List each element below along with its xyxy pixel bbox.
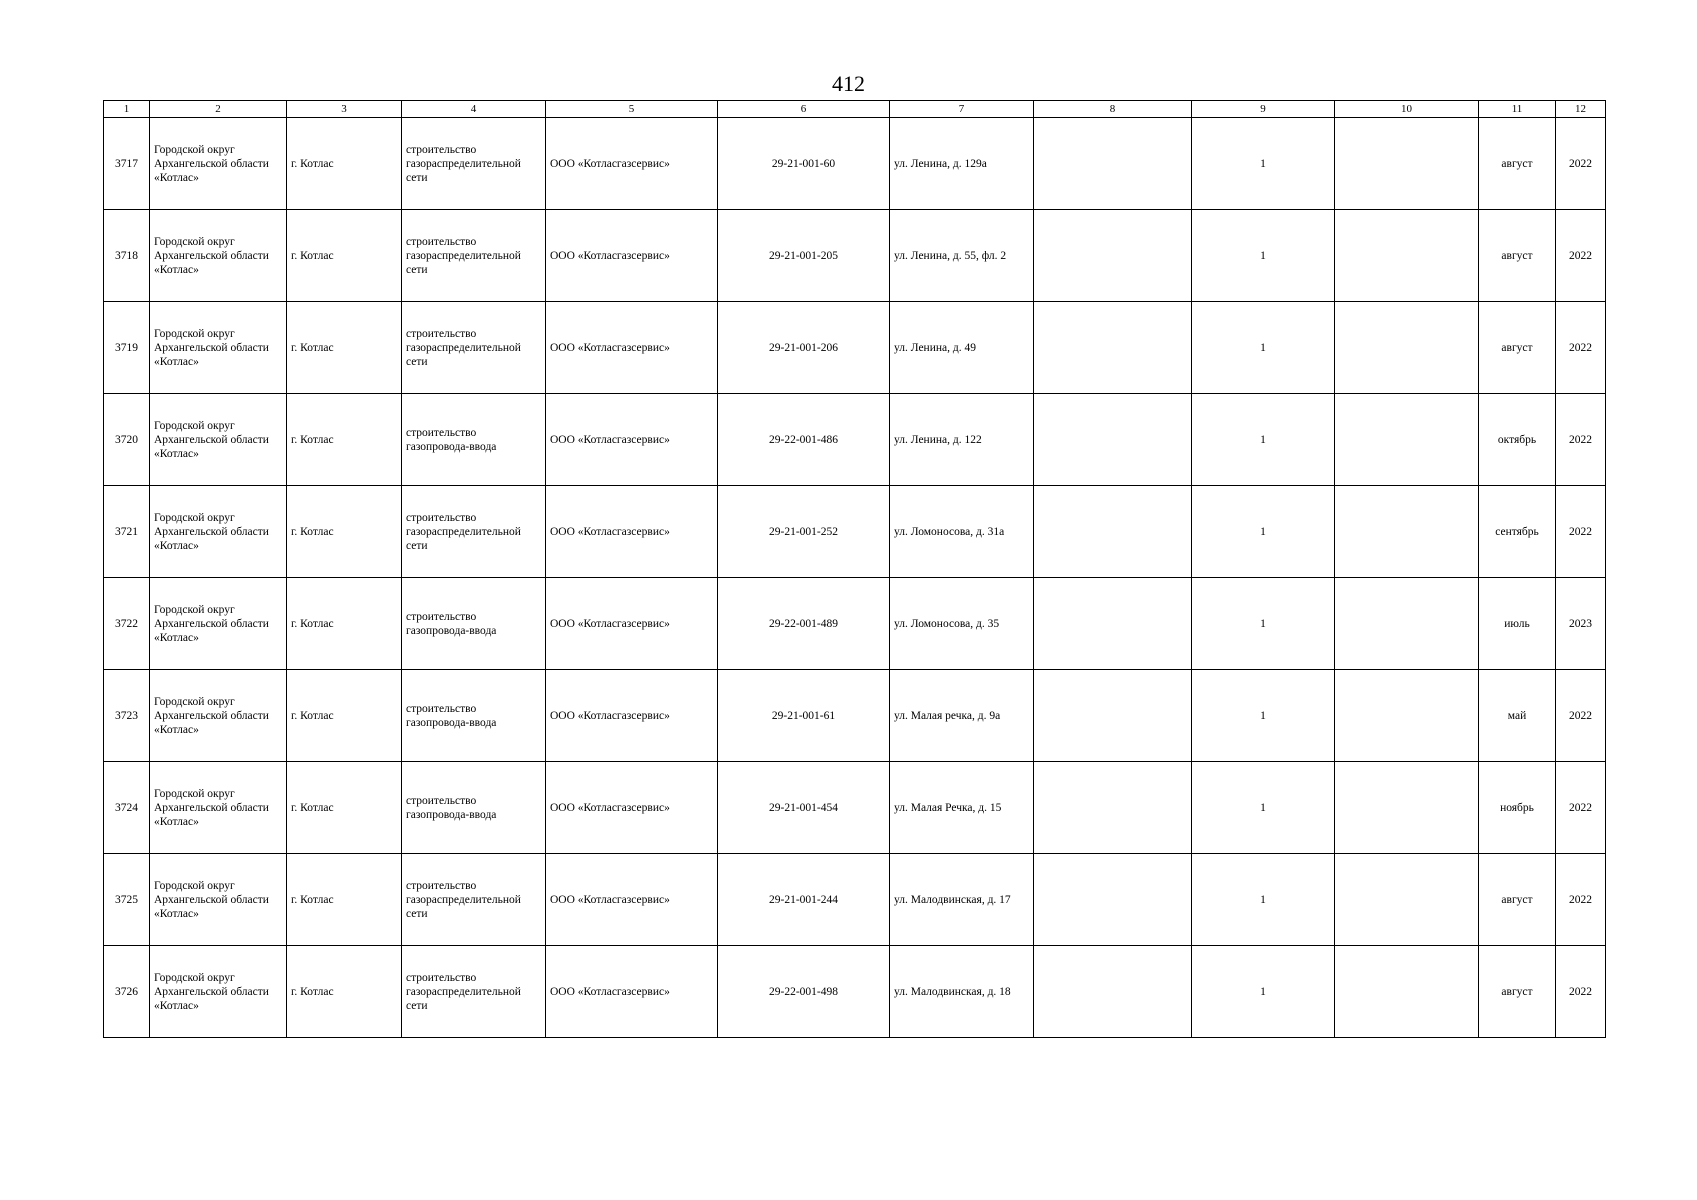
register-table xyxy=(103,100,1606,1038)
cell-month: август xyxy=(1479,302,1556,394)
cell-month: сентябрь xyxy=(1479,486,1556,578)
column-header: 1 xyxy=(104,101,150,118)
cell-address: ул. Ломоносова, д. 31а xyxy=(890,486,1034,578)
cell-work-type: строительство газопровода-ввода xyxy=(402,394,546,486)
cell-address: ул. Ленина, д. 122 xyxy=(890,394,1034,486)
cell-work-type: строительство газораспределительной сети xyxy=(402,486,546,578)
cell-month: октябрь xyxy=(1479,394,1556,486)
cell-district: Городской округ Архангельской области «Котлас» xyxy=(150,762,287,854)
cell-col8 xyxy=(1034,854,1192,946)
cell-address: ул. Ломоносова, д. 35 xyxy=(890,578,1034,670)
cell-code: 29-21-001-244 xyxy=(718,854,890,946)
cell-col10 xyxy=(1335,854,1479,946)
cell-locality: г. Котлас xyxy=(287,486,402,578)
cell-number: 3722 xyxy=(104,578,150,670)
column-header: 5 xyxy=(546,101,718,118)
cell-col8 xyxy=(1034,118,1192,210)
cell-col8 xyxy=(1034,302,1192,394)
cell-district: Городской округ Архангельской области «Котлас» xyxy=(150,394,287,486)
cell-locality: г. Котлас xyxy=(287,854,402,946)
column-header: 9 xyxy=(1192,101,1335,118)
cell-organization: ООО «Котласгазсервис» xyxy=(546,946,718,1038)
cell-quantity: 1 xyxy=(1192,302,1335,394)
cell-col10 xyxy=(1335,394,1479,486)
cell-month: август xyxy=(1479,118,1556,210)
table-row xyxy=(104,762,1606,854)
cell-month: август xyxy=(1479,946,1556,1038)
table-row xyxy=(104,670,1606,762)
cell-col10 xyxy=(1335,670,1479,762)
cell-quantity: 1 xyxy=(1192,854,1335,946)
column-header: 6 xyxy=(718,101,890,118)
cell-address: ул. Малодвинская, д. 18 xyxy=(890,946,1034,1038)
cell-locality: г. Котлас xyxy=(287,118,402,210)
cell-district: Городской округ Архангельской области «Котлас» xyxy=(150,578,287,670)
cell-code: 29-21-001-205 xyxy=(718,210,890,302)
cell-year: 2022 xyxy=(1556,118,1606,210)
cell-work-type: строительство газопровода-ввода xyxy=(402,670,546,762)
cell-address: ул. Малая Речка, д. 15 xyxy=(890,762,1034,854)
cell-locality: г. Котлас xyxy=(287,578,402,670)
cell-work-type: строительство газораспределительной сети xyxy=(402,946,546,1038)
cell-col8 xyxy=(1034,670,1192,762)
cell-number: 3721 xyxy=(104,486,150,578)
cell-number: 3725 xyxy=(104,854,150,946)
cell-address: ул. Малодвинская, д. 17 xyxy=(890,854,1034,946)
cell-col10 xyxy=(1335,302,1479,394)
table-row xyxy=(104,394,1606,486)
cell-number: 3723 xyxy=(104,670,150,762)
cell-organization: ООО «Котласгазсервис» xyxy=(546,670,718,762)
cell-address: ул. Малая речка, д. 9а xyxy=(890,670,1034,762)
cell-district: Городской округ Архангельской области «Котлас» xyxy=(150,854,287,946)
table-row xyxy=(104,578,1606,670)
table-body xyxy=(104,118,1606,1038)
column-header: 11 xyxy=(1479,101,1556,118)
cell-month: август xyxy=(1479,210,1556,302)
cell-locality: г. Котлас xyxy=(287,670,402,762)
cell-col8 xyxy=(1034,762,1192,854)
cell-organization: ООО «Котласгазсервис» xyxy=(546,394,718,486)
column-header: 8 xyxy=(1034,101,1192,118)
column-header: 12 xyxy=(1556,101,1606,118)
cell-col10 xyxy=(1335,118,1479,210)
cell-quantity: 1 xyxy=(1192,210,1335,302)
cell-month: август xyxy=(1479,854,1556,946)
cell-number: 3724 xyxy=(104,762,150,854)
table-row xyxy=(104,946,1606,1038)
column-header: 3 xyxy=(287,101,402,118)
cell-number: 3720 xyxy=(104,394,150,486)
cell-quantity: 1 xyxy=(1192,946,1335,1038)
cell-number: 3717 xyxy=(104,118,150,210)
cell-quantity: 1 xyxy=(1192,762,1335,854)
cell-work-type: строительство газопровода-ввода xyxy=(402,762,546,854)
cell-year: 2022 xyxy=(1556,394,1606,486)
cell-year: 2022 xyxy=(1556,762,1606,854)
cell-district: Городской округ Архангельской области «Котлас» xyxy=(150,486,287,578)
cell-district: Городской округ Архангельской области «Котлас» xyxy=(150,670,287,762)
cell-district: Городской округ Архангельской области «Котлас» xyxy=(150,210,287,302)
cell-year: 2022 xyxy=(1556,302,1606,394)
cell-address: ул. Ленина, д. 49 xyxy=(890,302,1034,394)
column-header: 4 xyxy=(402,101,546,118)
cell-code: 29-21-001-454 xyxy=(718,762,890,854)
cell-year: 2022 xyxy=(1556,486,1606,578)
cell-col10 xyxy=(1335,578,1479,670)
table-row xyxy=(104,854,1606,946)
column-header: 2 xyxy=(150,101,287,118)
table-row xyxy=(104,210,1606,302)
cell-col10 xyxy=(1335,762,1479,854)
cell-month: июль xyxy=(1479,578,1556,670)
cell-locality: г. Котлас xyxy=(287,946,402,1038)
cell-quantity: 1 xyxy=(1192,118,1335,210)
cell-year: 2022 xyxy=(1556,670,1606,762)
cell-locality: г. Котлас xyxy=(287,394,402,486)
cell-number: 3719 xyxy=(104,302,150,394)
cell-locality: г. Котлас xyxy=(287,302,402,394)
header-row xyxy=(104,101,1606,118)
cell-district: Городской округ Архангельской области «Котлас» xyxy=(150,946,287,1038)
cell-organization: ООО «Котласгазсервис» xyxy=(546,302,718,394)
cell-code: 29-21-001-60 xyxy=(718,118,890,210)
cell-code: 29-22-001-498 xyxy=(718,946,890,1038)
cell-organization: ООО «Котласгазсервис» xyxy=(546,854,718,946)
cell-year: 2022 xyxy=(1556,854,1606,946)
cell-year: 2022 xyxy=(1556,210,1606,302)
cell-quantity: 1 xyxy=(1192,578,1335,670)
cell-col8 xyxy=(1034,578,1192,670)
cell-code: 29-22-001-486 xyxy=(718,394,890,486)
cell-organization: ООО «Котласгазсервис» xyxy=(546,578,718,670)
cell-col10 xyxy=(1335,210,1479,302)
cell-address: ул. Ленина, д. 129а xyxy=(890,118,1034,210)
cell-work-type: строительство газораспределительной сети xyxy=(402,210,546,302)
cell-col10 xyxy=(1335,946,1479,1038)
cell-locality: г. Котлас xyxy=(287,762,402,854)
cell-district: Городской округ Архангельской области «Котлас» xyxy=(150,118,287,210)
cell-work-type: строительство газораспределительной сети xyxy=(402,118,546,210)
cell-organization: ООО «Котласгазсервис» xyxy=(546,118,718,210)
cell-month: май xyxy=(1479,670,1556,762)
cell-code: 29-21-001-252 xyxy=(718,486,890,578)
cell-col8 xyxy=(1034,946,1192,1038)
cell-organization: ООО «Котласгазсервис» xyxy=(546,486,718,578)
table-row xyxy=(104,486,1606,578)
cell-organization: ООО «Котласгазсервис» xyxy=(546,210,718,302)
column-header: 7 xyxy=(890,101,1034,118)
cell-col8 xyxy=(1034,394,1192,486)
cell-month: ноябрь xyxy=(1479,762,1556,854)
cell-year: 2023 xyxy=(1556,578,1606,670)
table-row xyxy=(104,302,1606,394)
cell-quantity: 1 xyxy=(1192,394,1335,486)
cell-number: 3718 xyxy=(104,210,150,302)
cell-col8 xyxy=(1034,486,1192,578)
cell-work-type: строительство газораспределительной сети xyxy=(402,302,546,394)
cell-code: 29-22-001-489 xyxy=(718,578,890,670)
cell-district: Городской округ Архангельской области «Котлас» xyxy=(150,302,287,394)
cell-work-type: строительство газораспределительной сети xyxy=(402,854,546,946)
cell-work-type: строительство газопровода-ввода xyxy=(402,578,546,670)
cell-quantity: 1 xyxy=(1192,670,1335,762)
cell-address: ул. Ленина, д. 55, фл. 2 xyxy=(890,210,1034,302)
cell-code: 29-21-001-206 xyxy=(718,302,890,394)
cell-code: 29-21-001-61 xyxy=(718,670,890,762)
table-row xyxy=(104,118,1606,210)
cell-col10 xyxy=(1335,486,1479,578)
cell-year: 2022 xyxy=(1556,946,1606,1038)
cell-number: 3726 xyxy=(104,946,150,1038)
column-header: 10 xyxy=(1335,101,1479,118)
cell-organization: ООО «Котласгазсервис» xyxy=(546,762,718,854)
cell-locality: г. Котлас xyxy=(287,210,402,302)
page-number: 412 xyxy=(832,71,865,96)
cell-quantity: 1 xyxy=(1192,486,1335,578)
cell-col8 xyxy=(1034,210,1192,302)
